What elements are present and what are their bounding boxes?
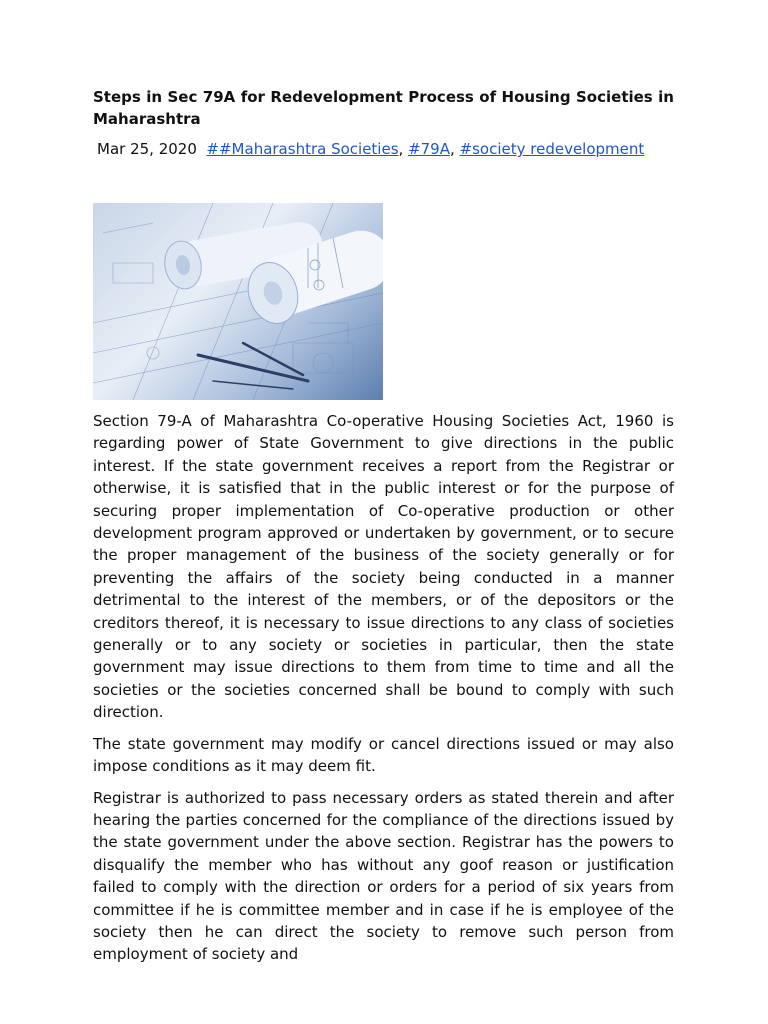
blueprint-rolls-photo-icon (93, 203, 383, 400)
tag-link-maharashtra-societies[interactable]: ##Maharashtra Societies (206, 140, 399, 158)
paragraph: The state government may modify or cancel directions issued or may also impose conditions as it may deem fit. (93, 734, 674, 776)
article (93, 86, 674, 966)
paragraph: Section 79-A of Maharashtra Co-operative Housing Societies Act, 1960 is regarding power of State Government to give directions in the public interest. If the state government receives a report from the Registrar or otherwise, it is satisfied that in the public interest or for the purpose of securing proper implementation of Co-operative production or other development program approved or undertaken by government, or to secure the proper management of the business of the society generally or for preventing the affairs of the society being conducted in a manner detrimental to the interest of the members, or of the depositors or the creditors thereof, it is necessary to issue directions to any class of societies generally or to any society or societies in particular, then the state government may issue directions to them from time to time and all the societies or the societies concerned shall be bound to comply with such direction. (93, 412, 674, 722)
article-title: Steps in Sec 79A for Redevelopment Process of Housing Societies in Maharashtra (93, 88, 674, 128)
blueprint-illustration (93, 203, 383, 400)
tag-separator: , (398, 140, 409, 158)
tag-link-79a[interactable]: #79A (408, 140, 450, 158)
tag-link-society-redevelopment[interactable]: #society redevelopment (459, 140, 645, 158)
tag-separator: , (449, 140, 460, 158)
paragraph: Registrar is authorized to pass necessary orders as stated therein and after hearing the parties concerned for the compliance of the directions issued by the state government under the above section. Registrar has the powers to disqualify the member who has without any goof reason or justification failed to comply with the direction or orders for a period of six years from committee if he is committee member and in case if he is employee of the society then he can direct the society to remove such person from employment of society and (93, 788, 674, 964)
article-meta (97, 138, 674, 160)
article-date: Mar 25, 2020 (97, 140, 197, 158)
